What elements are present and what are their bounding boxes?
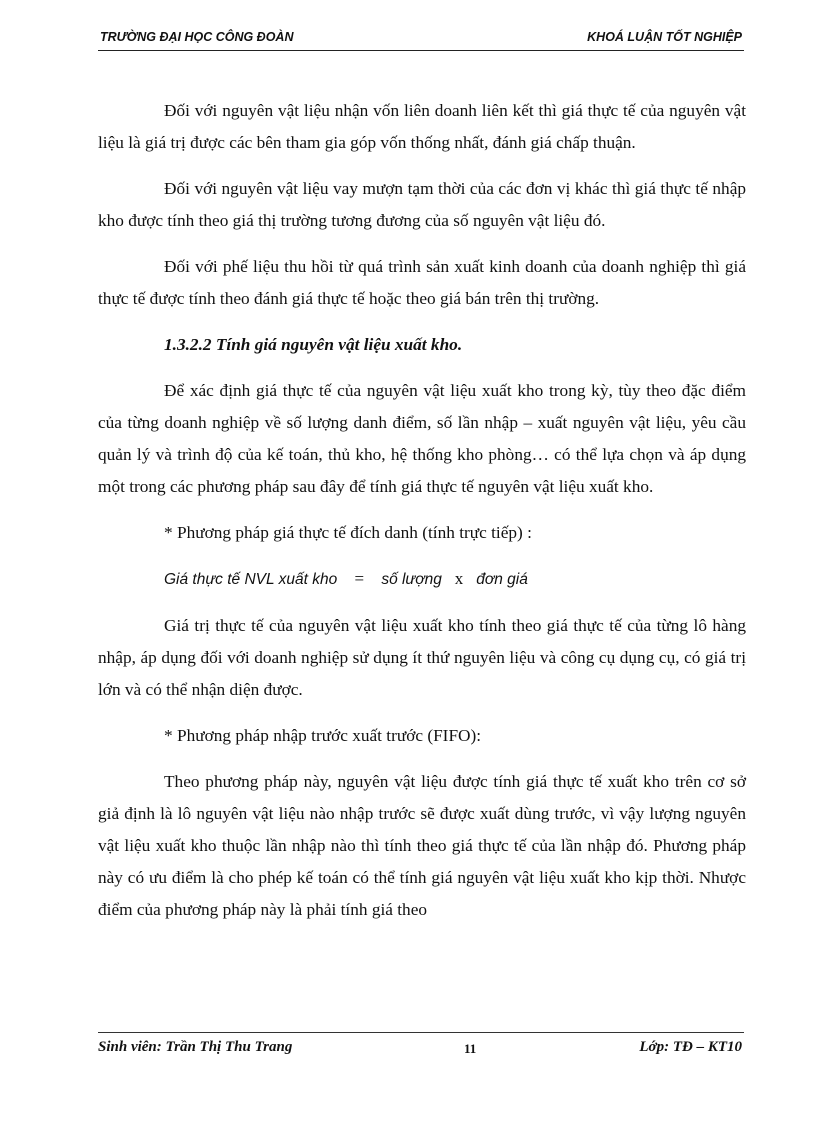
- document-body: [98, 95, 746, 940]
- paragraph: Để xác định giá thực tế của nguyên vật liệu xuất kho trong kỳ, tùy theo đặc điểm của từng doanh nghiệp về số lượng danh điểm, số lần nhập – xuất nguyên vật liệu, yêu cầu quản lý và trình độ của kế toán, thủ kho, hệ thống kho phòng… có thể lựa chọn và áp dụng một trong các phương pháp sau đây để tính giá thực tế nguyên vật liệu xuất kho.: [98, 381, 746, 496]
- page-header: [98, 28, 744, 51]
- footer-class: Lớp: TĐ – KT10: [639, 1039, 742, 1055]
- page-number: 11: [464, 1041, 477, 1056]
- formula-equals: =: [354, 569, 365, 588]
- section-heading: 1.3.2.2 Tính giá nguyên vật liệu xuất kho.: [164, 335, 463, 354]
- paragraph: Đối với nguyên vật liệu vay mượn tạm thời của các đơn vị khác thì giá thực tế nhập kho được tính theo giá thị trường tương đương của số nguyên vật liệu đó.: [98, 179, 746, 230]
- method-item: * Phương pháp nhập trước xuất trước (FIFO):: [164, 726, 482, 745]
- paragraph: Giá trị thực tế của nguyên vật liệu xuất kho tính theo giá thực tế của từng lô hàng nhập, áp dụng đối với doanh nghiệp sử dụng ít thứ nguyên liệu và công cụ dụng cụ, có giá trị lớn và có thể nhận diện được.: [98, 616, 746, 699]
- formula-multiply: x: [454, 569, 464, 588]
- formula-quantity: số lượng: [381, 571, 442, 588]
- header-thesis-title: KHOÁ LUẬN TỐT NGHIỆP: [587, 30, 742, 44]
- formula-lhs: Giá thực tế NVL xuất kho: [164, 571, 338, 588]
- paragraph: Đối với phế liệu thu hồi từ quá trình sản xuất kinh doanh của doanh nghiệp thì giá thực tế được tính theo đánh giá thực tế hoặc theo giá bán trên thị trường.: [98, 257, 746, 308]
- header-university: TRƯỜNG ĐẠI HỌC CÔNG ĐOÀN: [100, 30, 294, 44]
- paragraph: Đối với nguyên vật liệu nhận vốn liên doanh liên kết thì giá thực tế của nguyên vật liệu là giá trị được các bên tham gia góp vốn thống nhất, đánh giá chấp thuận.: [98, 101, 746, 152]
- formula: [98, 563, 746, 596]
- page-footer: [98, 1032, 744, 1059]
- paragraph: Theo phương pháp này, nguyên vật liệu được tính giá thực tế xuất kho trên cơ sở giả định là lô nguyên vật liệu nào nhập trước sẽ được xuất dùng trước, vì vậy lượng nguyên vật liệu xuất kho thuộc lần nhập nào thì tính theo giá thực tế của lần nhập đó. Phương pháp này có ưu điểm là cho phép kế toán có thể tính giá nguyên vật liệu xuất kho kịp thời. Nhược điểm của phương pháp này là phải tính giá theo: [98, 772, 746, 919]
- footer-student: Sinh viên: Trần Thị Thu Trang: [98, 1039, 293, 1055]
- method-item: * Phương pháp giá thực tế đích danh (tính trực tiếp) :: [164, 523, 532, 542]
- formula-unit-price: đơn giá: [476, 571, 528, 588]
